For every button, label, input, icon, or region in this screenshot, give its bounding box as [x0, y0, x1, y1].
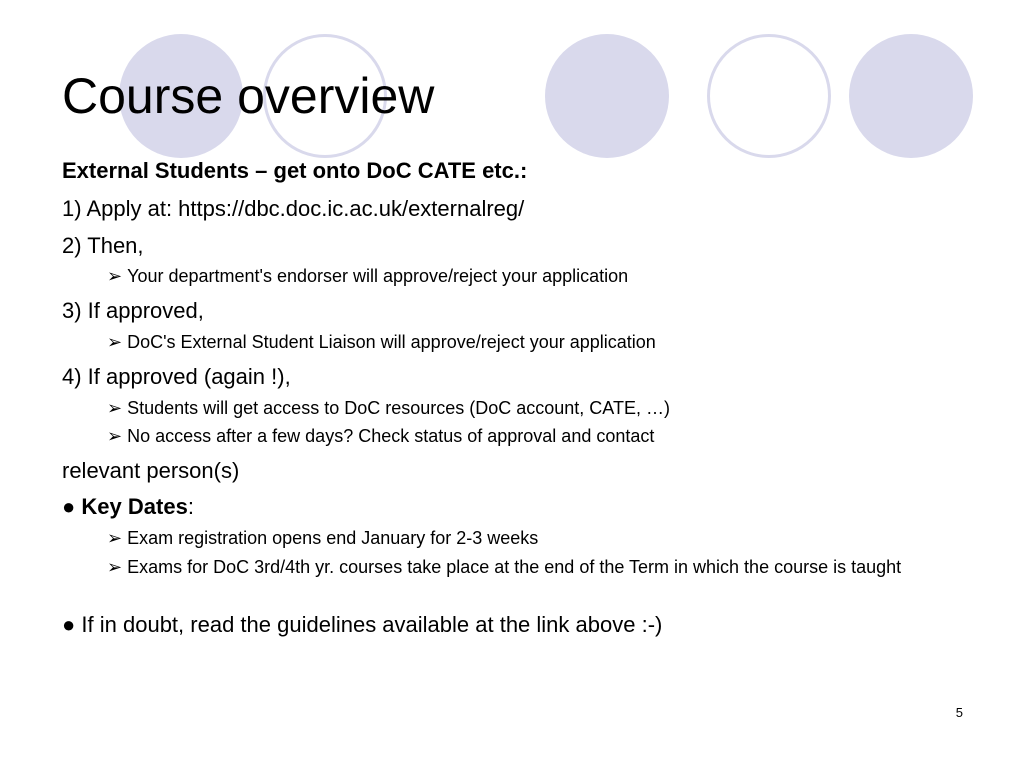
subitem-text: Your department's endorser will approve/reject your application	[127, 266, 629, 286]
step-2: 2) Then,	[62, 233, 144, 258]
step-3: 3) If approved,	[62, 298, 204, 323]
doubt-bullet	[62, 612, 662, 638]
step-1-text: 1) Apply at: https://dbc.doc.ic.ac.uk/externalreg/	[62, 196, 525, 221]
key-dates-bullet	[62, 494, 194, 520]
key-dates-subitem-1	[107, 527, 947, 550]
subitem-text: DoC's External Student Liaison will approve/reject your application	[127, 332, 656, 352]
subitem-text: Exam registration opens end January for 2-3 weeks	[127, 528, 539, 548]
bullet-icon: ●	[62, 494, 76, 519]
decorative-circle	[849, 34, 973, 158]
key-dates-label: Key Dates	[81, 494, 188, 519]
slide-title: Course overview	[62, 68, 435, 124]
step-1	[62, 196, 524, 222]
step-4-subitem-2	[107, 425, 947, 448]
relevant-persons-text: relevant person(s)	[62, 458, 240, 483]
key-dates-subitem-2	[107, 556, 947, 579]
arrow-bullet-icon: ➢	[107, 332, 123, 352]
decorative-circle	[545, 34, 669, 158]
subitem-text: Students will get access to DoC resources (DoC account, CATE, …)	[127, 398, 670, 418]
page-number: 5	[955, 705, 963, 720]
arrow-bullet-icon: ➢	[107, 426, 123, 446]
step-2-subitem	[107, 265, 947, 288]
arrow-bullet-icon: ➢	[107, 266, 123, 286]
arrow-bullet-icon: ➢	[107, 528, 123, 548]
subitem-text: No access after a few days? Check status of approval and contact	[127, 426, 655, 446]
subitem-text: Exams for DoC 3rd/4th yr. courses take place at the end of the Term in which the course is taught	[127, 557, 902, 577]
step-4: 4) If approved (again !),	[62, 364, 291, 389]
step-4-subitem-1	[107, 397, 947, 420]
step-3-subitem	[107, 331, 947, 354]
key-dates-colon: :	[187, 494, 194, 519]
arrow-bullet-icon: ➢	[107, 557, 123, 577]
bullet-icon: ●	[62, 612, 76, 637]
section-heading: External Students – get onto DoC CATE etc.:	[62, 158, 528, 183]
doubt-text: If in doubt, read the guidelines available at the link above :-)	[81, 612, 663, 637]
decorative-circle-outline	[707, 34, 831, 158]
arrow-bullet-icon: ➢	[107, 398, 123, 418]
